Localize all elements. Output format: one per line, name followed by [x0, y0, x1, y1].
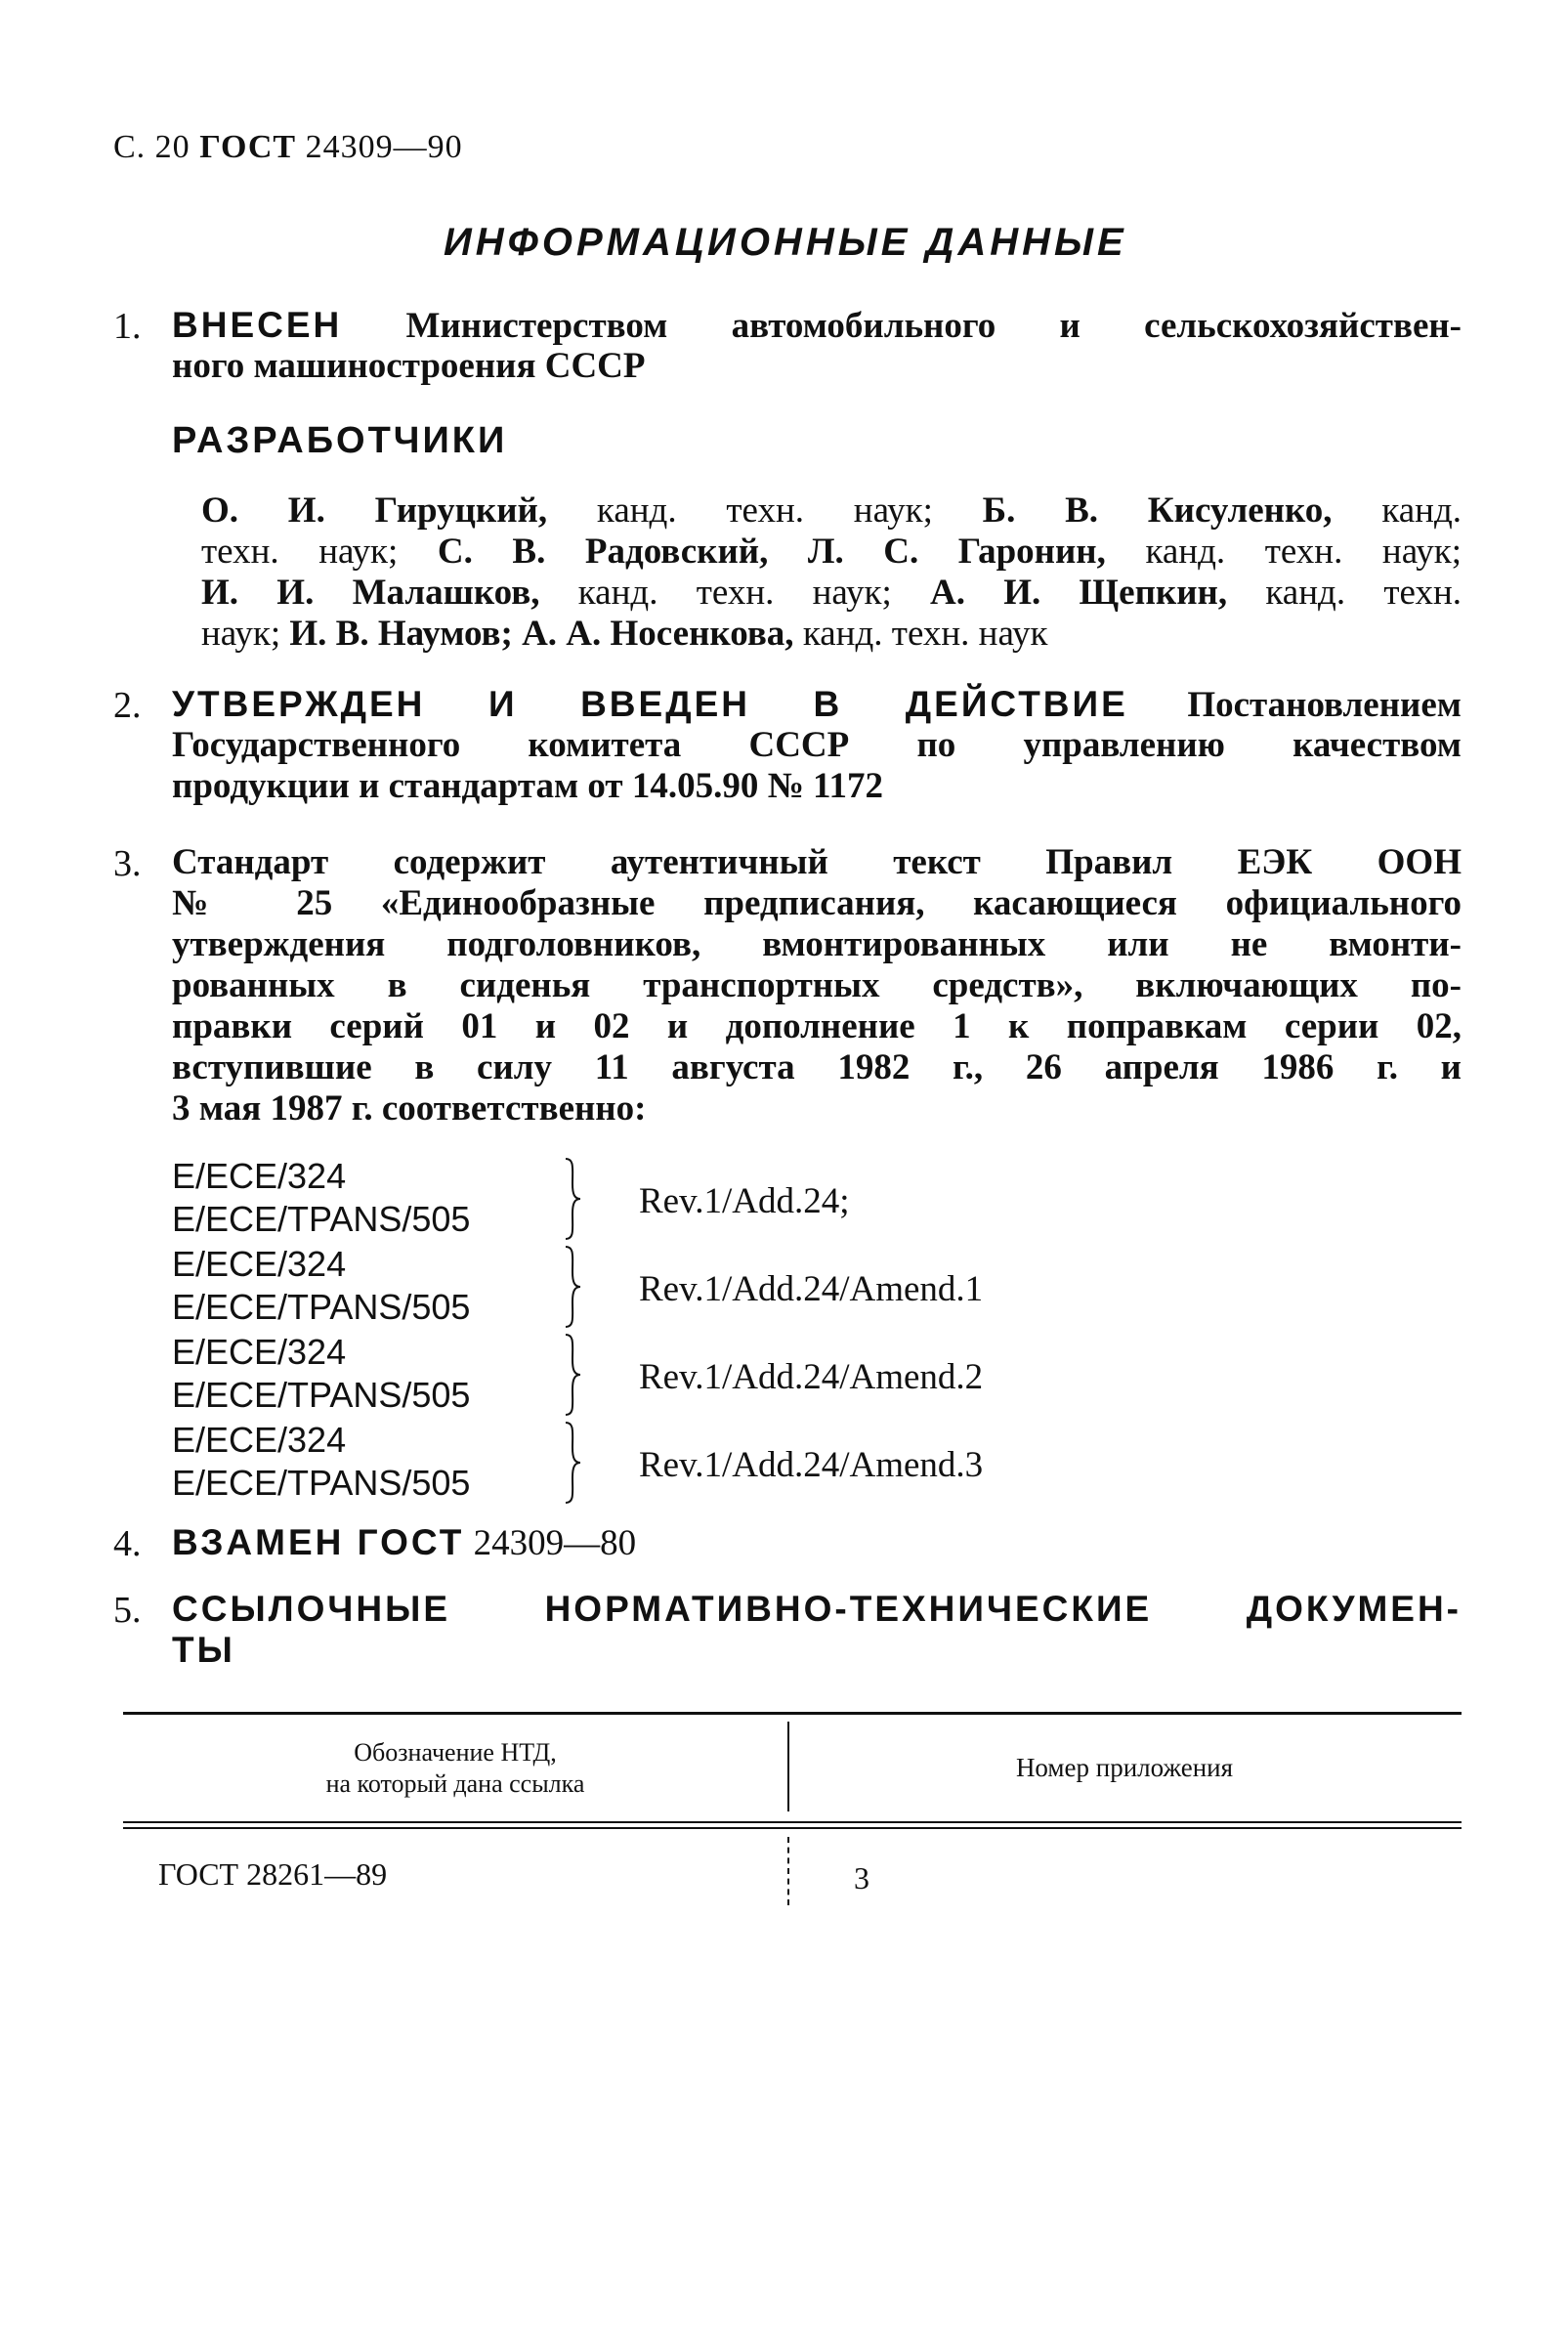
un-document-row: [172, 1421, 1149, 1509]
developers-line-2: [201, 532, 1462, 573]
table-cell-appendix: 3: [854, 1860, 869, 1896]
item-2-line-3: продукции и стандартам от 14.05.90 № 1172: [172, 766, 883, 806]
table-cell-document: ГОСТ 28261—89: [158, 1856, 388, 1892]
item-1-line-1: [172, 305, 1462, 346]
table-header-rule: [123, 1827, 1462, 1829]
item-4-line-1: [172, 1522, 1462, 1563]
item-4-keyword: ВЗАМЕН ГОСТ: [172, 1522, 465, 1562]
item-1-number: 1.: [113, 306, 142, 347]
developer-rank: канд. техн. наук;: [577, 573, 892, 613]
un-document-row: [172, 1157, 1149, 1245]
developer-rank: техн. наук;: [201, 532, 399, 572]
table-column-divider: [787, 1837, 789, 1905]
item-1-line-2: ного машиностроения СССР: [172, 346, 646, 386]
developer-name: Б. В. Кисуленко,: [982, 490, 1333, 531]
document-reference: Rev.1/Add.24;: [639, 1181, 850, 1221]
item-2-line-1: [172, 684, 1462, 725]
page-number: С. 20: [113, 129, 191, 165]
developer-name: С. В. Радовский,: [437, 532, 769, 572]
developers-line-4: [201, 614, 1462, 655]
gost-number: 24309—90: [305, 129, 463, 165]
developer-name: А. И. Щепкин,: [930, 573, 1228, 613]
un-document-list: [172, 1157, 1149, 1509]
document-reference: Rev.1/Add.24/Amend.2: [639, 1357, 984, 1397]
developer-name: Л. С. Гаронин,: [807, 532, 1106, 572]
item-2-keyword: УТВЕРЖДЕН И ВВЕДЕН В ДЕЙСТВИЕ: [172, 684, 1128, 724]
table-header-rule: [123, 1821, 1462, 1823]
table-top-rule: [123, 1712, 1462, 1715]
developer-rank: канд. техн.: [1265, 573, 1462, 613]
un-document-row: [172, 1333, 1149, 1421]
item-3-number: 3.: [113, 843, 142, 884]
item-3-line-6: вступившие в силу 11 августа 1982 г., 26 апреля 1986 г. и: [172, 1047, 1462, 1087]
item-3-line-3: утверждения подголовников, вмонтированных или не вмонти-: [172, 924, 1462, 964]
item-3-line-5: правки серий 01 и 02 и дополнение 1 к поправкам серии 02,: [172, 1006, 1462, 1046]
item-4-text: 24309—80: [473, 1523, 637, 1563]
item-3-line-2: № 25 «Единообразные предписания, касающиеся официального: [172, 883, 1462, 923]
item-5-line-1: ССЫЛОЧНЫЕ НОРМАТИВНО-ТЕХНИЧЕСКИЕ ДОКУМЕН-: [172, 1589, 1462, 1629]
item-3-line-1: Стандарт содержит аутентичный текст Правил ЕЭК ООН: [172, 842, 1462, 882]
developer-name: И. И. Малашков,: [201, 573, 540, 613]
right-brace-icon: [563, 1157, 582, 1241]
table-header-appendix: Номер приложения: [1015, 1753, 1234, 1782]
item-1-text: Министерством автомобильного и сельскохозяйствен-: [405, 306, 1462, 346]
document-code: E/ECE/TPANS/505: [172, 1287, 471, 1327]
developers-line-1: [201, 490, 1462, 532]
developer-name: И. В. Наумов;: [289, 614, 513, 654]
item-2-number: 2.: [113, 685, 142, 726]
item-1-keyword: ВНЕСЕН: [172, 305, 343, 345]
item-5-line-2: ТЫ: [172, 1630, 235, 1670]
item-2-text: Постановлением: [1187, 685, 1462, 725]
developer-rank: канд. техн. наук;: [1145, 532, 1462, 572]
document-reference: Rev.1/Add.24/Amend.1: [639, 1269, 984, 1309]
document-reference: Rev.1/Add.24/Amend.3: [639, 1445, 984, 1485]
table-header-designation: [123, 1737, 787, 1800]
gost-label: ГОСТ: [199, 129, 297, 165]
item-4-number: 4.: [113, 1523, 142, 1564]
developer-rank: канд. техн. наук: [802, 614, 1048, 654]
reference-table: [123, 1712, 1462, 1907]
developers-heading: РАЗРАБОТЧИКИ: [172, 420, 508, 461]
un-document-row: [172, 1245, 1149, 1333]
table-header-text: Обозначение НТД,: [354, 1738, 557, 1767]
developers-line-3: [201, 573, 1462, 614]
developer-name: А. А. Носенкова,: [522, 614, 794, 654]
document-code: E/ECE/324: [172, 1420, 347, 1460]
table-header-text: на который дана ссылка: [325, 1769, 585, 1798]
document-code: E/ECE/TPANS/505: [172, 1375, 471, 1415]
right-brace-icon: [563, 1245, 582, 1329]
document-code: E/ECE/TPANS/505: [172, 1463, 471, 1503]
item-2-line-2: Государственного комитета СССР по управлению качеством: [172, 725, 1462, 765]
developers-list: [201, 490, 1462, 655]
page-header: [113, 129, 463, 166]
right-brace-icon: [563, 1333, 582, 1417]
document-code: E/ECE/324: [172, 1332, 347, 1372]
developer-name: О. И. Гируцкий,: [201, 490, 548, 531]
item-3-line-7: 3 мая 1987 г. соответственно:: [172, 1088, 647, 1129]
document-code: E/ECE/TPANS/505: [172, 1199, 471, 1239]
item-3-line-4: рованных в сиденья транспортных средств», включающих по-: [172, 965, 1462, 1005]
document-code: E/ECE/324: [172, 1156, 347, 1196]
item-5-number: 5.: [113, 1590, 142, 1631]
developer-rank: канд.: [1381, 490, 1462, 531]
right-brace-icon: [563, 1421, 582, 1505]
developer-rank: наук;: [201, 614, 281, 654]
document-code: E/ECE/324: [172, 1244, 347, 1284]
developer-rank: канд. техн. наук;: [596, 490, 933, 531]
page-title: ИНФОРМАЦИОННЫЕ ДАННЫЕ: [444, 221, 1127, 264]
